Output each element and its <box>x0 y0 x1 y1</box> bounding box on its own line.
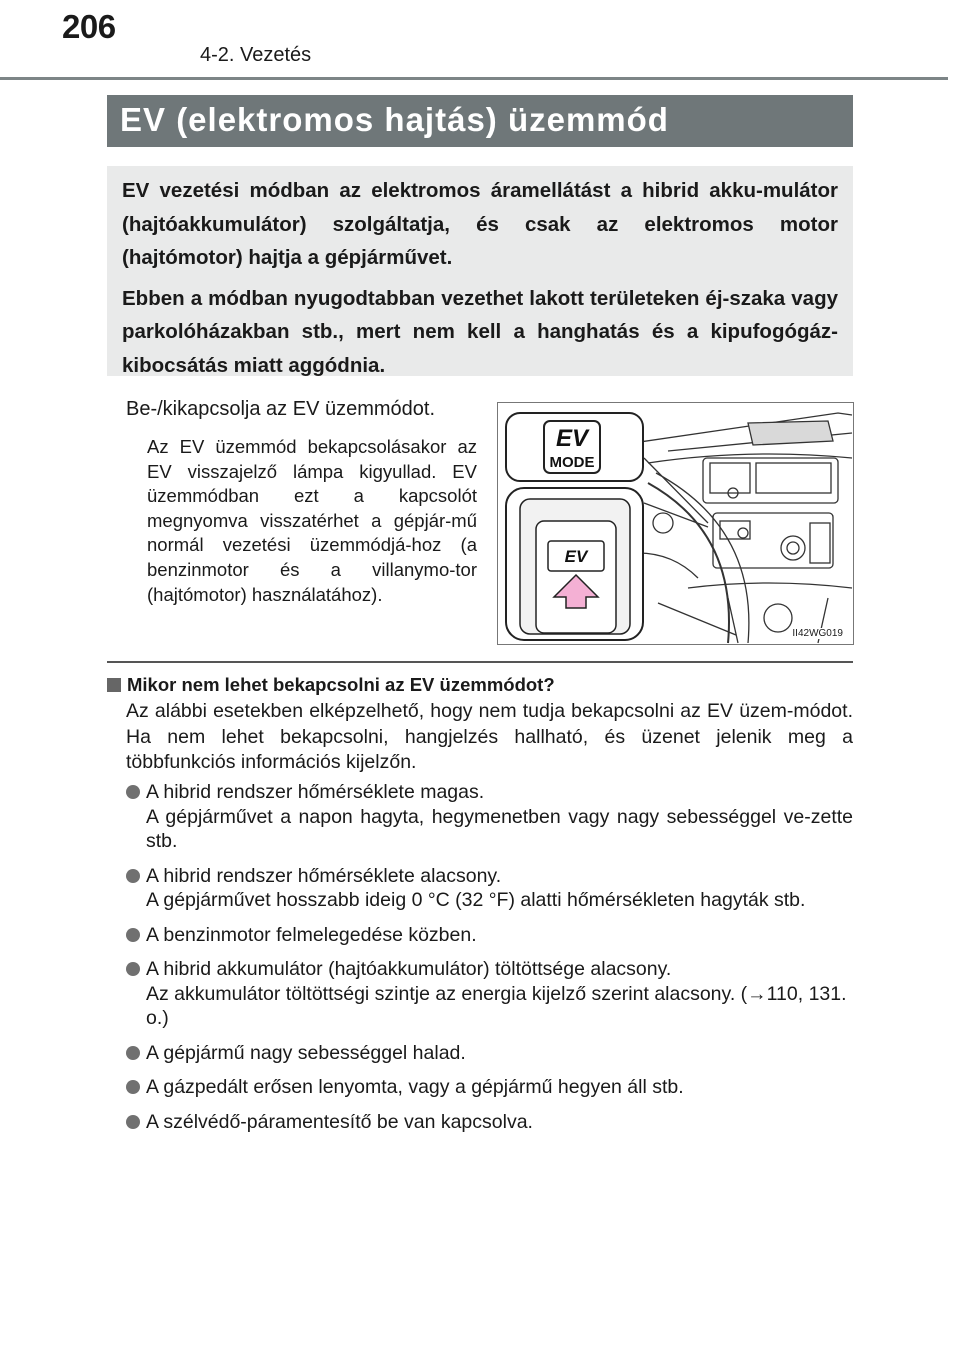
list-item-title: A hibrid akkumulátor (hajtóakkumulátor) töltöttsége alacsony. <box>146 958 672 980</box>
image-code: II42WG019 <box>792 628 843 639</box>
bullet-icon <box>126 785 140 799</box>
intro-box <box>107 166 853 376</box>
list-item <box>126 957 853 1031</box>
ev-switch-label: EV <box>564 547 588 566</box>
faq-body: Az alábbi esetekben elképzelhető, hogy nem tudja bekapcsolni az EV üzem-módot. Ha nem lehet bekapcsolni, hangjelzés hallható, és üzenet jelenik meg a többfunkciós információs kijelzőn. <box>126 700 853 773</box>
bullet-icon <box>126 1080 140 1094</box>
list-item-detail: A gépjárművet hosszabb ideig 0 °C (32 °F) alatti hőmérsékleten hagyták stb. <box>146 889 806 911</box>
list-item <box>126 780 853 854</box>
bullet-icon <box>126 962 140 976</box>
list-item-detail: Az akkumulátor töltöttségi szintje az energia kijelző szerint alacsony. (→110, 131. o.) <box>146 982 847 1029</box>
list-item <box>126 1041 853 1066</box>
list-item-detail: A gépjárművet a napon hagyta, hegymenetben vagy nagy sebességgel ve-zette stb. <box>146 805 853 852</box>
intro-paragraph-1: EV vezetési módban az elektromos áramellátást a hibrid akku-mulátor (hajtóakkumulátor) szolgáltatja, és csak az elektromos motor (hajtómotor) hajtja a gépjárművet. <box>122 179 838 269</box>
ev-mode-illustration <box>497 402 854 645</box>
faq-heading <box>107 674 555 696</box>
page-title: EV (elektromos hajtás) üzemmód <box>107 95 853 147</box>
list-item-title: A hibrid rendszer hőmérséklete magas. <box>146 781 485 803</box>
bullet-icon <box>126 1046 140 1060</box>
list-item-title: A szélvédő-páramentesítő be van kapcsolva. <box>146 1110 533 1133</box>
dashboard-drawing <box>498 403 853 644</box>
list-item-title: A gázpedált erősen lenyomta, vagy a gépjármű hegyen áll stb. <box>146 1076 684 1098</box>
list-item <box>126 864 853 913</box>
condition-list <box>126 780 853 1144</box>
square-bullet-icon <box>107 678 121 692</box>
list-item-title: A gépjármű nagy sebességgel halad. <box>146 1041 466 1064</box>
step-heading: Be-/kikapcsolja az EV üzemmódot. <box>126 398 436 420</box>
page-number: 206 <box>62 8 116 45</box>
bullet-icon <box>126 928 140 942</box>
intro-paragraph-2: Ebben a módban nyugodtabban vezethet lakott területeken éj-szaka vagy parkolóházakban stb., mert nem kell a hanghatás és a kipufogógáz-kibocsátás miatt aggódnia. <box>122 286 838 377</box>
bullet-icon <box>126 869 140 883</box>
step-description: Az EV üzemmód bekapcsolásakor az EV visszajelző lámpa kigyullad. EV üzemmódban ezt a kapcsolót megnyomva visszatérhet a gépjár-mű normál vezetési üzemmódjá-hoz (a benzinmotor és a villanymo-tor (hajtómotor) használatához). <box>147 436 477 605</box>
header-divider <box>0 77 948 80</box>
section-divider <box>107 661 853 663</box>
bullet-icon <box>126 1115 140 1129</box>
section-label: 4-2. Vezetés <box>200 44 312 66</box>
list-item-title: A hibrid rendszer hőmérséklete alacsony. <box>146 864 502 887</box>
faq-heading-text: Mikor nem lehet bekapcsolni az EV üzemmódot? <box>127 674 555 695</box>
list-item-title: A benzinmotor felmelegedése közben. <box>146 923 477 946</box>
ev-button-top-text: EV <box>555 425 589 452</box>
list-item <box>126 1110 853 1135</box>
list-item <box>126 923 853 948</box>
list-item <box>126 1075 853 1100</box>
ev-button-bottom-text: MODE <box>549 454 595 471</box>
